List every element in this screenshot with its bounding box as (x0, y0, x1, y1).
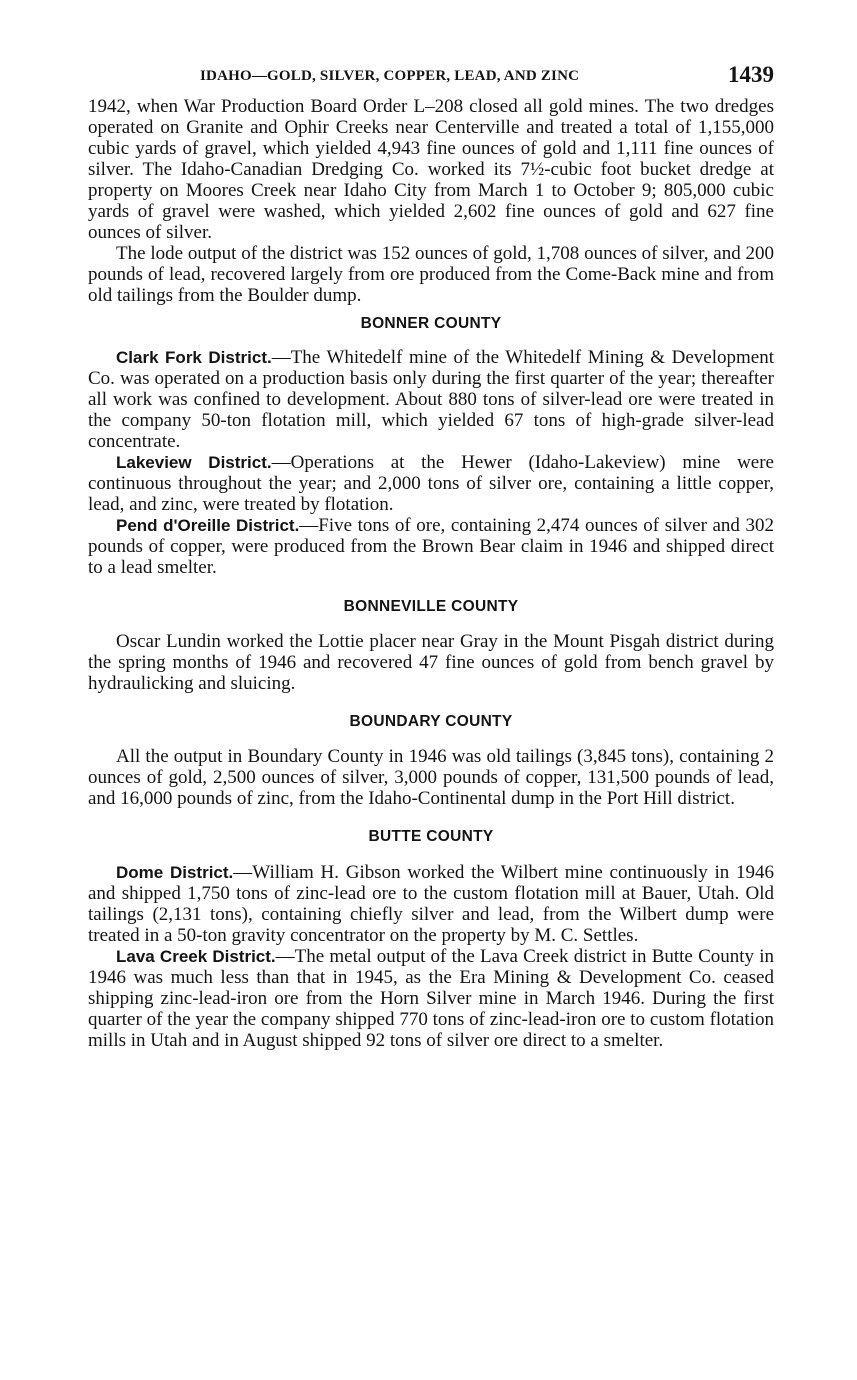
clark-fork-paragraph (88, 347, 774, 452)
clark-fork-label: Clark Fork District. (116, 348, 272, 367)
dome-paragraph (88, 862, 774, 946)
pend-oreille-paragraph (88, 515, 774, 578)
running-title: IDAHO—GOLD, SILVER, COPPER, LEAD, AND ZINC (200, 68, 580, 84)
intro-paragraph-1: 1942, when War Production Board Order L–208 closed all gold mines. The two dredges operated on Granite and Ophir Creeks near Centerville and treated a total of 1,155,000 cubic yards of gravel, which yielded 4,943 fine ounces of gold and 1,111 fine ounces of silver. The Idaho-Canadian Dredging Co. worked its 7½-cubic foot bucket dredge at property on Moores Creek near Idaho City from March 1 to October 9; 805,000 cubic yards of gravel were washed, which yielded 2,602 fine ounces of gold and 627 fine ounces of silver. (88, 96, 774, 243)
lava-creek-text: —The metal output of the Lava Creek district in Butte County in 1946 was much less than that in 1945, as the Era Mining & Development Co. ceased shipping zinc-lead-iron ore from the Horn Silver mine in March 1946. During the first quarter of the year the company shipped 770 tons of zinc-lead-iron ore to custom flotation mills in Utah and in August shipped 92 tons of silver ore direct to a smelter. (88, 946, 774, 1051)
clark-fork-text: —The Whitedelf mine of the Whitedelf Mining & Development Co. was operated on a production basis only during the first quarter of the year; thereafter all work was confined to development. About 880 tons of silver-lead ore were treated in the company 50-ton flotation mill, which yielded 67 tons of high-grade silver-lead concentrate. (88, 347, 774, 452)
page-number: 1439 (728, 62, 774, 87)
document-page (88, 62, 774, 1051)
dome-label: Dome District. (116, 863, 234, 882)
lava-creek-paragraph (88, 946, 774, 1051)
lava-creek-label: Lava Creek District. (116, 947, 276, 966)
pend-oreille-text: —Five tons of ore, containing 2,474 ounces of silver and 302 pounds of copper, were produced from the Brown Bear claim in 1946 and shipped direct to a lead smelter. (88, 515, 774, 578)
lakeview-label: Lakeview District. (116, 453, 272, 472)
intro-paragraph-2: The lode output of the district was 152 ounces of gold, 1,708 ounces of silver, and 200 pounds of lead, recovered largely from ore produced from the Come-Back mine and from old tailings from the Boulder dump. (88, 243, 774, 306)
bonneville-county-heading: BONNEVILLE COUNTY (343, 598, 519, 615)
lakeview-paragraph (88, 452, 774, 515)
boundary-county-heading: BOUNDARY COUNTY (349, 713, 513, 730)
bonneville-paragraph: Oscar Lundin worked the Lottie placer near Gray in the Mount Pisgah district during the spring months of 1946 and recovered 47 fine ounces of gold from bench gravel by hydraulicking and sluicing. (88, 631, 774, 694)
running-header (88, 62, 774, 96)
butte-county-heading: BUTTE COUNTY (368, 828, 494, 845)
pend-oreille-label: Pend d'Oreille District. (116, 516, 300, 535)
boundary-paragraph: All the output in Boundary County in 1946 was old tailings (3,845 tons), containing 2 ounces of gold, 2,500 ounces of silver, 3,000 pounds of copper, 131,500 pounds of lead, and 16,000 pounds of zinc, from the Idaho-Continental dump in the Port Hill district. (88, 746, 774, 809)
bonner-county-heading: BONNER COUNTY (360, 315, 502, 332)
lakeview-text: —Operations at the Hewer (Idaho-Lakeview) mine were continuous throughout the year; and 2,000 tons of silver ore, containing a little copper, lead, and zinc, were treated by flotation. (88, 452, 774, 515)
dome-text: —William H. Gibson worked the Wilbert mine continuously in 1946 and shipped 1,750 tons of zinc-lead ore to the custom flotation mill at Bauer, Utah. Old tailings (2,131 tons), containing chiefly silver and lead, from the Wilbert dump were treated in a 50-ton gravity concentrator on the property by M. C. Settles. (88, 862, 775, 946)
